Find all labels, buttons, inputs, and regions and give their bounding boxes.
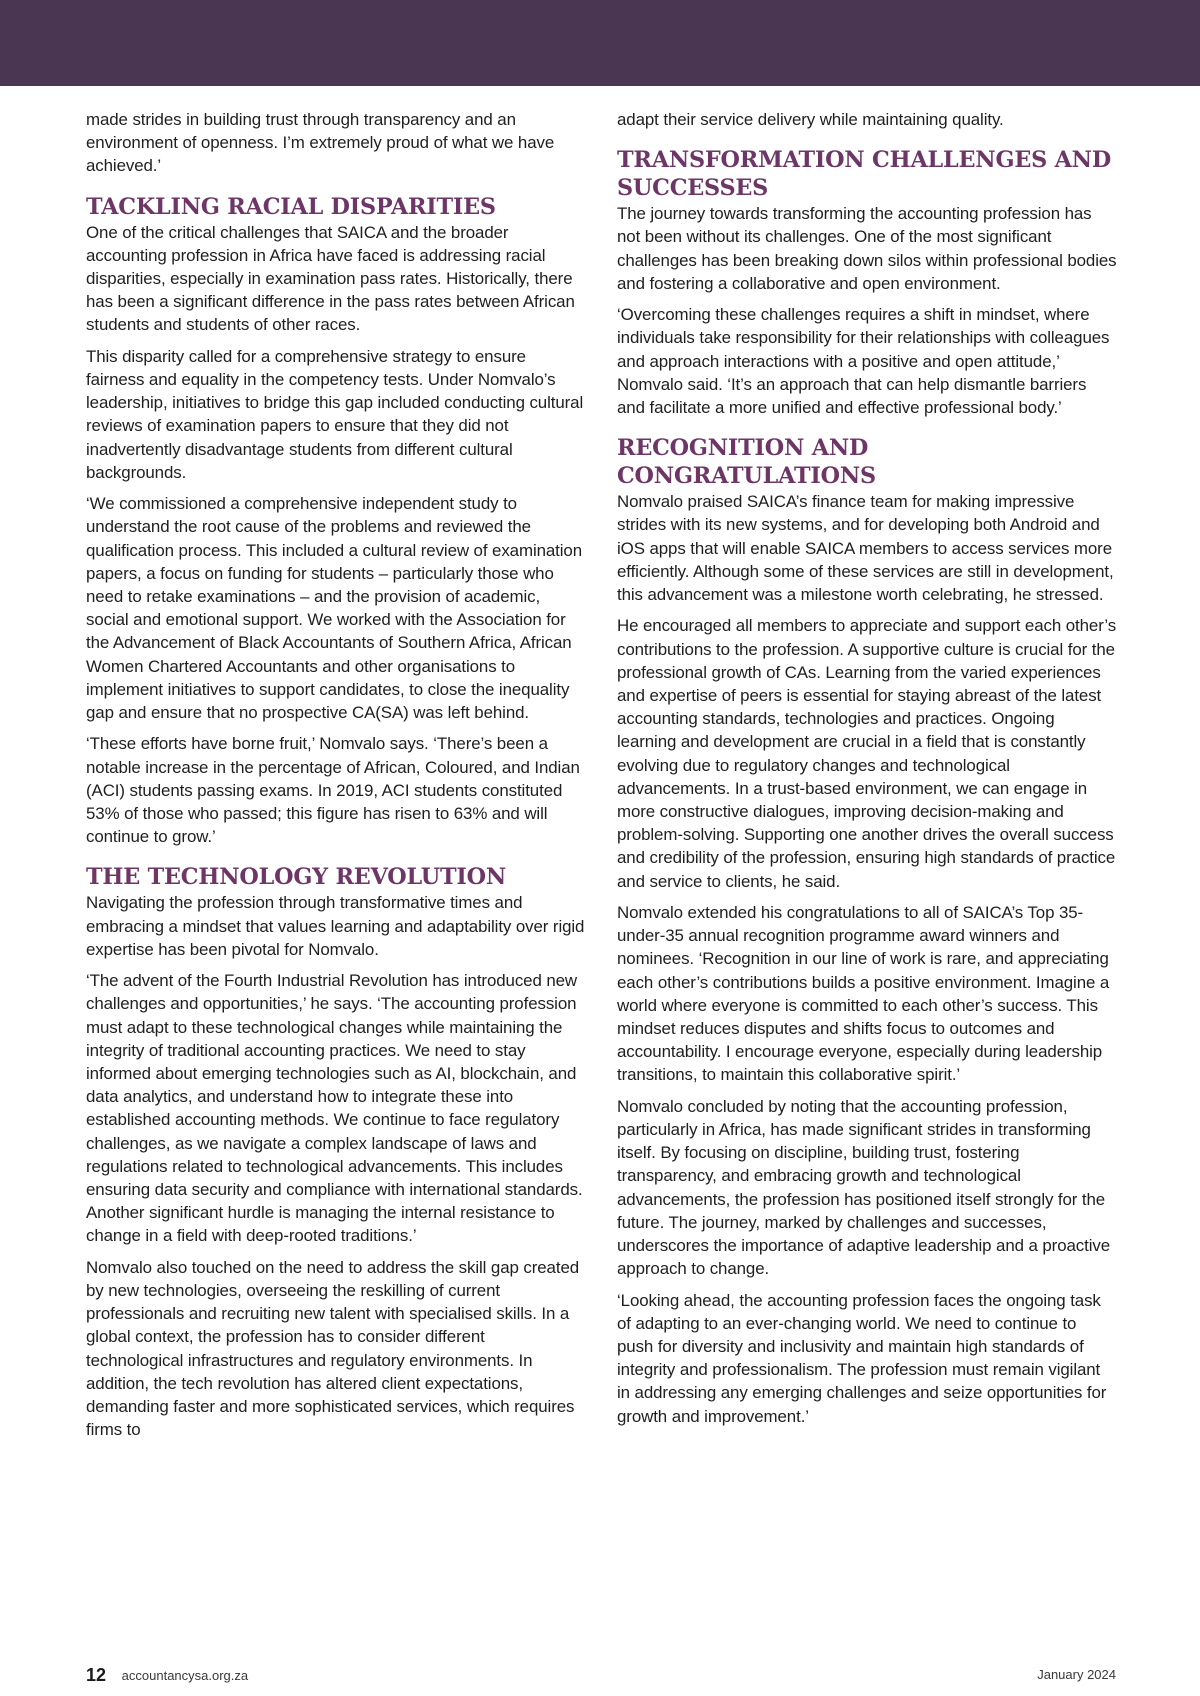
paragraph: adapt their service delivery while maintaining quality. [617, 110, 1004, 129]
paragraph: ‘Overcoming these challenges requires a shift in mindset, where individuals take responsibility for their relationships with colleagues and approach interactions with a positive and open attitude,’ Nomvalo said. ‘It’s an approach that can help dismantle barriers and facilitate a more unified and effective professional body.’ [617, 305, 1110, 418]
paragraph: Nomvalo also touched on the need to address the skill gap created by new technologies, overseeing the reskilling of current professionals and recruiting new talent with specialised skills. In a global context, the profession has to consider different technological infrastructures and regulatory environments. In addition, the tech revolution has altered client expectations, demanding faster and more sophisticated services, which requires firms to [86, 1257, 580, 1440]
top-banner [0, 0, 1200, 86]
paragraph: ‘The advent of the Fourth Industrial Revolution has introduced new challenges and opportunities,’ he says. ‘The accounting profession must adapt to these technological changes while maintaining the integrity of traditional accounting practices. We need to stay informed about emerging technologies such as AI, blockchain, and data analytics, and understand how to integrate these into established accounting methods. We continue to face regulatory challenges, as we navigate a complex landscape of laws and regulations related to technological advancements. This includes ensuring data security and compliance with international standards. Another significant hurdle is managing the internal resistance to change in a field with deep-rooted traditions.’ [86, 971, 583, 1246]
left-column [86, 108, 586, 1450]
section-heading-racial-disparities: TACKLING RACIAL DISPARITIES [86, 193, 496, 220]
section-heading-transformation: TRANSFORMATION CHALLENGES AND SUCCESSES [617, 147, 1111, 202]
right-column [617, 108, 1117, 1436]
paragraph: Nomvalo extended his congratulations to all of SAICA’s Top 35-under-35 annual recognition programme award winners and nominees. ‘Recognition in our line of work is rare, and appreciating each other’s contributions builds a positive environment. Imagine a world where everyone is committed to each other’s success. This mindset reduces disputes and shifts focus to outcomes and accountability. I encourage everyone, especially during leadership transitions, to maintain this collaborative spirit.’ [617, 903, 1110, 1085]
paragraph: One of the critical challenges that SAICA and the broader accounting profession in Africa have faced is addressing racial disparities, especially in examination pass rates. Historically, there has been a significant difference in the pass rates between African students and students of other races. [86, 222, 575, 335]
page-footer [86, 1665, 1116, 1686]
paragraph: Nomvalo concluded by noting that the accounting profession, particularly in Africa, has made significant strides in transforming itself. By focusing on discipline, building trust, fostering transparency, and embracing growth and technological advancements, the profession has positioned itself strongly for the future. The journey, marked by challenges and successes, underscores the importance of adaptive leadership and a proactive approach to change. [617, 1096, 1111, 1279]
paragraph: made strides in building trust through transparency and an environment of openness. I’m extremely proud of what we have achieved.’ [86, 110, 555, 176]
page-number: 12 [86, 1665, 107, 1685]
section-heading-technology-revolution: THE TECHNOLOGY REVOLUTION [86, 864, 507, 891]
section-heading-recognition: RECOGNITION AND CONGRATULATIONS [617, 435, 876, 490]
paragraph: The journey towards transforming the accounting profession has not been without its challenges. One of the most significant challenges has been breaking down silos within professional bodies and fostering a collaborative and open environment. [617, 204, 1117, 293]
issue-date: January 2024 [1037, 1667, 1116, 1682]
website-link[interactable]: accountancysa.org.za [121, 1668, 249, 1683]
paragraph: Navigating the profession through transformative times and embracing a mindset that values learning and adaptability over rigid expertise has been pivotal for Nomvalo. [86, 893, 585, 959]
paragraph: This disparity called for a comprehensive strategy to ensure fairness and equality in the competency tests. Under Nomvalo’s leadership, initiatives to bridge this gap included conducting cultural reviews of examination papers to ensure that they did not inadvertently disadvantage students from different cultural backgrounds. [86, 346, 584, 482]
paragraph: ‘We commissioned a comprehensive independent study to understand the root cause of the problems and reviewed the qualification process. This included a cultural review of examination papers, a focus on funding for students – particularly those who need to retake examinations – and the provision of academic, social and emotional support. We worked with the Association for the Advancement of Black Accountants of Southern Africa, African Women Chartered Accountants and other organisations to implement initiatives to support candidates, to close the inequality gap and ensure that no prospective CA(SA) was left behind. [86, 494, 583, 723]
paragraph: He encouraged all members to appreciate and support each other’s contributions to the profession. A supportive culture is crucial for the professional growth of CAs. Learning from the varied experiences and expertise of peers is essential for staying abreast of the latest accounting standards, technologies and practices. Ongoing learning and development are crucial in a field that is constantly evolving due to regulatory changes and technological advancements. In a trust-based environment, we can engage in more constructive dialogues, improving decision-making and problem-solving. Supporting one another drives the overall success and credibility of the profession, ensuring high standards of practice and service to clients, he said. [617, 616, 1117, 891]
paragraph: ‘Looking ahead, the accounting profession faces the ongoing task of adapting to an ever-changing world. We need to continue to push for diversity and inclusivity and maintain high standards of integrity and professionalism. The profession must remain vigilant in addressing any emerging challenges and seize opportunities for growth and improvement.’ [617, 1290, 1107, 1426]
paragraph: ‘These efforts have borne fruit,’ Nomvalo says. ‘There’s been a notable increase in the percentage of African, Coloured, and Indian (ACI) students passing exams. In 2019, ACI students constituted 53% of those who passed; this figure has risen to 63% and will continue to grow.’ [86, 734, 580, 847]
paragraph: Nomvalo praised SAICA’s finance team for making impressive strides with its new systems, and for developing both Android and iOS apps that will enable SAICA members to access services more efficiently. Although some of these services are still in development, this advancement was a milestone worth celebrating, he stressed. [617, 492, 1114, 605]
